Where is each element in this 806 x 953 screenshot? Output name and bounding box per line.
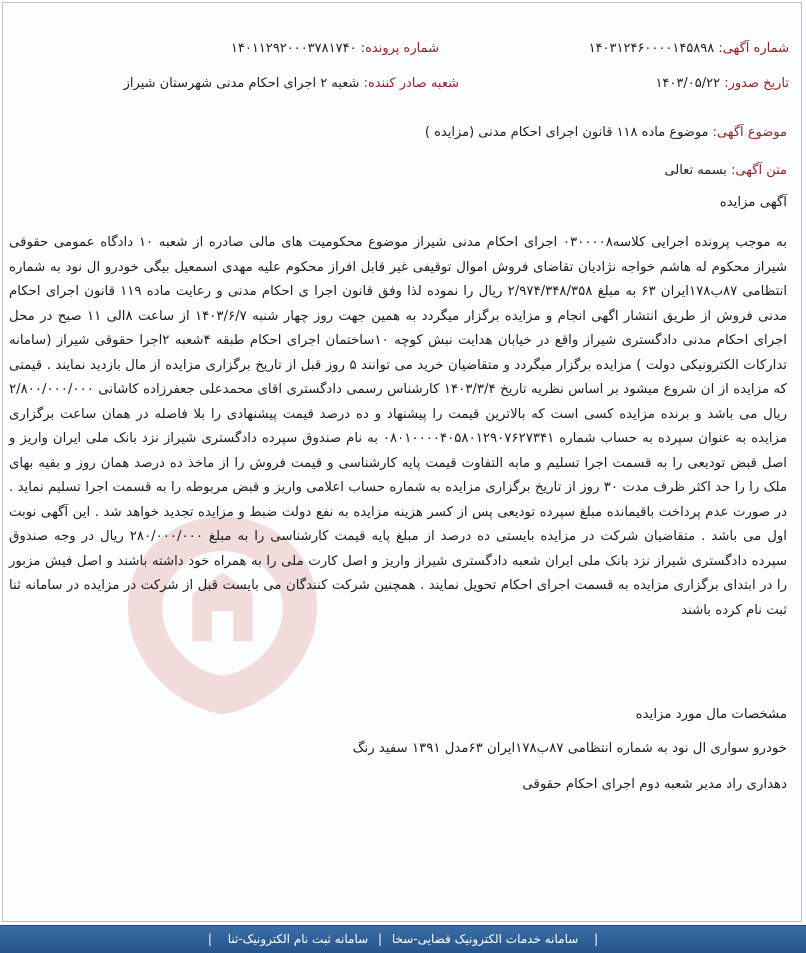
issuer-row — [124, 75, 459, 93]
footer-edge-right: | — [594, 932, 599, 946]
issuer-value: شعبه ۲ اجرای احکام مدنی شهرستان شیراز — [123, 76, 360, 91]
issue-date-row — [655, 75, 789, 93]
subject-label: موضوع آگهی: — [712, 125, 787, 140]
text-row — [664, 162, 787, 180]
notice-page — [2, 2, 802, 922]
issuer-label: شعبه صادر کننده: — [363, 76, 459, 91]
notice-body: به موجب پرونده اجرایی کلاسه۰۳۰۰۰۰۸ اجرای احکام مدنی شیراز موضوع محکومیت های مالی صادره از شعبه ۱۰ دادگاه عمومی حقوقی شیراز محکوم له هاشم خواجه نژادیان تقاضای فروش اموال توقیفی غیر قابل افراز محکوم علیه مهدی اسمعیل بیگی خودرو ال نود به شماره انتظامی ۸۷ب۱۷۸ایران ۶۳ به مبلغ ۲/۹۷۴/۳۴۸/۳۵۸ ریال را نموده لذا وفق قانون اجرا ی احکام مدنی و رعایت ماده ۱۱۹ قانون اجرای احکام مدنی فروش از طریق انتشار اگهی انجام و مزایده برگزار میگردد به همین جهت روز چهار شنبه ۱۴۰۳/۶/۷ از ساعت ۸الی ۱۱ صبح در محل اجرای احکام مدنی دادگستری شیراز واقع در خیابان هدایت نبش کوچه ۱۰ساختمان اجرای احکام طبقه ۴شعبه ۲اجرا حقوقی شیراز (سامانه تدارکات الکترونیکی دولت ) مزایده برگزار میگردد و متقاضیان خرید می توانند ۵ روز قبل از تاریخ برگزاری مزایده از مال بازدید نمایند . قیمتی که مزایده از ان شروع میشود بر اساس نظریه تاریخ ۱۴۰۳/۳/۴ کارشناس رسمی دادگستری اقای محمدعلی جعفرزاده کاشانی ۲/۸۰۰/۰۰۰/۰۰۰ ریال می باشد و برنده مزایده کسی است که بالاترین قیمت را پیشنهاد و ده درصد قیمت پیشنهادی را بلا فاصله در همان ساعت برگزاری مزایده به عنوان سپرده به حساب شماره ۰۸۰۱۰۰۰۰۴۰۵۸۰۱۲۹۰۷۶۲۷۳۴۱ به نام صندوق سپرده دادگستری شیراز نزد بانک ملی ایران واریز و اصل قبض تودیعی را به قسمت اجرا تسلیم و مابه التفاوت قیمت پایه کارشناسی و قیمت فروش را از ماخذ ده درصد همان روز و بقیه بهای ملک را را حد اکثر ظرف مدت ۳۰ روز از تاریخ برگزاری مزایده به شماره حساب اعلامی واریز و قبض مربوطه را به قسمت اجرا تسلیم نماید . در صورت عدم پرداخت باقیمانده مبلغ سپرده تودیعی پس از کسر هزینه مزایده به نفع دولت ضبط و مزایده تجدید خواهد شد . این آگهی نوبت اول می باشد . متقاضیان شرکت در مزایده بایستی ده درصد از مبلغ پایه قیمت کارشناسی را به مبلغ ۲۸۰/۰۰۰/۰۰۰ ریال در وجه صندوق سپرده دادگستری شیراز نزد بانک ملی ایران شعبه دادگستری شیراز واریز و اصل کارت ملی را به همراه خود داشته باشند و اصل فیش مزبور را در ابتدای برگزاری مزایده به قسمت اجرای احکام تحویل نمایند . همچنین شرکت کنندگان می بایست قبل از شرکت در مزایده در سامانه ثنا ثبت نام کرده باشند — [9, 235, 788, 618]
footer-edge-left: | — [207, 932, 212, 946]
notice-number-label: شماره آگهی: — [718, 41, 789, 56]
footer-link-sakha[interactable]: سامانه خدمات الکترونیک قضایی-سخا — [391, 932, 579, 946]
text-label: متن آگهی: — [731, 163, 787, 178]
case-number-label: شماره پرونده: — [360, 41, 439, 56]
notice-number-value: ۱۴۰۳۱۲۴۶۰۰۰۰۱۴۵۸۹۸ — [588, 41, 715, 56]
notice-number-row — [589, 40, 789, 58]
issue-date-value: ۱۴۰۳/۰۵/۲۲ — [655, 76, 721, 91]
signature: دهداری راد مدیر شعبه دوم اجرای احکام حقوقی — [522, 777, 787, 792]
footer-link-sana[interactable]: سامانه ثبت نام الکترونیک-ثنا — [227, 932, 369, 946]
text-value: بسمه تعالی — [664, 163, 727, 178]
footer-separator: | — [378, 932, 383, 946]
specs-value: خودرو سواری ال نود به شماره انتظامی ۸۷ب۱۷۸ایران ۶۳مدل ۱۳۹۱ سفید رنگ — [352, 741, 787, 756]
subject-row — [425, 124, 787, 142]
notice-heading: آگهی مزایده — [719, 195, 787, 210]
issue-date-label: تاریخ صدور: — [724, 76, 789, 91]
case-number-value: ۱۴۰۱۱۲۹۲۰۰۰۳۷۸۱۷۴۰ — [230, 41, 357, 56]
subject-value: موضوع ماده ۱۱۸ قانون اجرای احکام مدنی (مزایده ) — [424, 125, 709, 140]
specs-heading: مشخصات مال مورد مزایده — [635, 707, 787, 722]
case-number-row — [231, 40, 439, 58]
footer-bar — [0, 925, 806, 953]
